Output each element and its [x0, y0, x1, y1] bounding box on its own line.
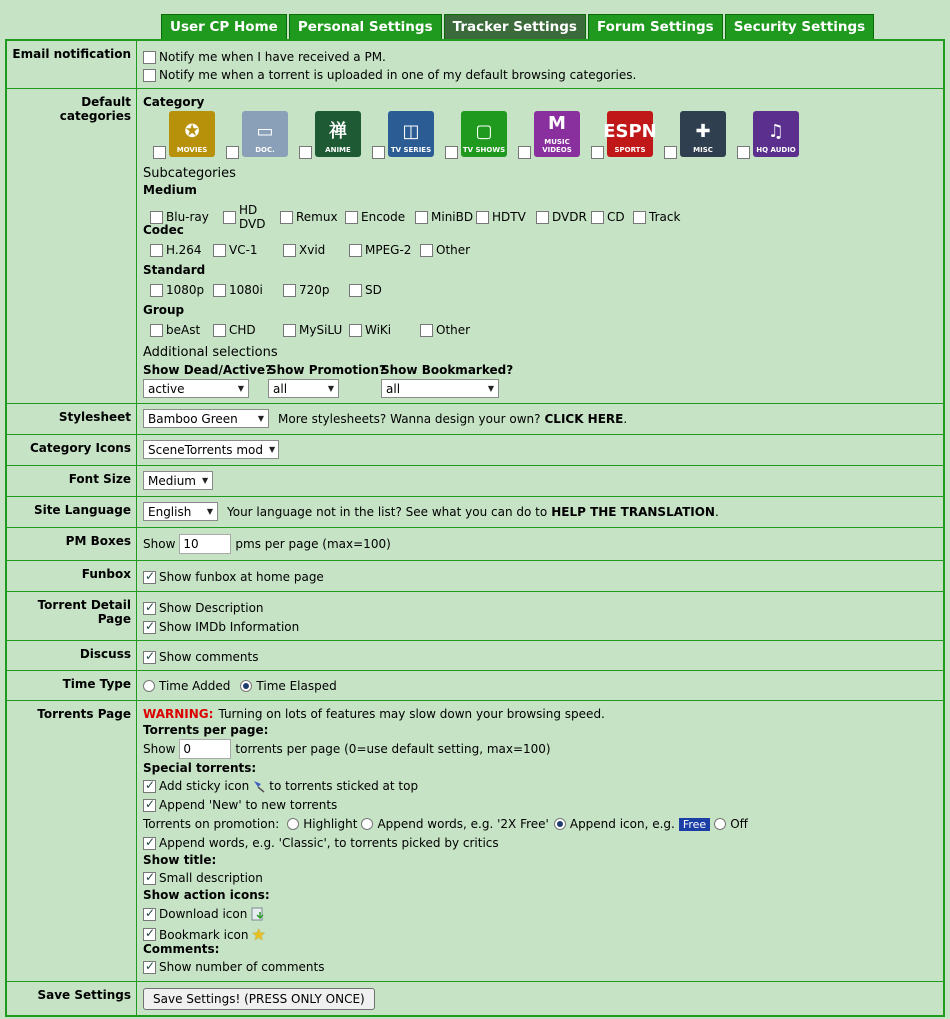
category-item[interactable]: [508, 111, 581, 159]
tab-tracker-settings[interactable]: Tracker Settings: [444, 14, 586, 39]
subcategory-label: Xvid: [299, 243, 326, 257]
row-font-size: [7, 466, 943, 497]
category-checkbox[interactable]: [664, 146, 677, 159]
category-item[interactable]: [581, 111, 657, 159]
show-imdb-checkbox[interactable]: [143, 621, 156, 634]
dead-active-value: active: [148, 381, 185, 396]
codec-heading: Codec: [143, 223, 184, 237]
time-added-radio[interactable]: [143, 680, 155, 692]
special-torrents-heading: Special torrents:: [143, 761, 257, 775]
category-symbol-icon: ✪: [184, 121, 200, 142]
new-text: Append 'New' to new torrents: [159, 798, 338, 812]
promotion-value: all: [273, 381, 288, 396]
group-heading: Group: [143, 303, 185, 317]
tab-personal-settings[interactable]: Personal Settings: [289, 14, 442, 39]
new-option[interactable]: [143, 798, 337, 812]
stylesheet-value: Bamboo Green: [148, 411, 238, 426]
subcategory-checkbox[interactable]: [223, 211, 236, 224]
subcategory-checkbox[interactable]: [283, 284, 296, 297]
warning-label: WARNING:: [143, 707, 214, 721]
subcategory-checkbox[interactable]: [150, 244, 163, 257]
category-name: HQ AUDIO: [756, 146, 796, 154]
font-size-select[interactable]: [143, 471, 213, 490]
sticky-post-text: to torrents sticked at top: [269, 779, 419, 793]
subcategory-checkbox[interactable]: [476, 211, 489, 224]
pin-icon: [251, 779, 267, 793]
download-icon-checkbox[interactable]: [143, 908, 156, 921]
site-language-label: Site Language: [7, 497, 137, 527]
bookmark-icon-text: Bookmark icon: [159, 927, 249, 942]
font-size-value: Medium: [148, 473, 196, 488]
font-size-label: Font Size: [7, 466, 137, 496]
small-description-option[interactable]: [143, 871, 263, 885]
promo-off-radio[interactable]: [714, 818, 726, 830]
row-funbox: [7, 561, 943, 592]
subcategory-option[interactable]: [536, 203, 591, 231]
category-name: SPORTS: [614, 146, 646, 154]
subcategory-option[interactable]: [420, 243, 480, 257]
row-time-type: [7, 671, 943, 701]
row-default-categories: [7, 89, 943, 404]
category-name: MOVIES: [176, 146, 208, 154]
category-item[interactable]: [289, 111, 362, 159]
email-pm-option[interactable]: [143, 50, 386, 64]
dead-active-label: Show Dead/Active?: [143, 363, 273, 377]
subcategory-option[interactable]: [420, 323, 480, 337]
promotion-label: Show Promotion?: [268, 363, 386, 377]
category-name: MUSIC VIDEOS: [542, 138, 572, 154]
promo-off-text: Off: [730, 817, 748, 831]
category-item[interactable]: [216, 111, 289, 159]
subcategory-label: HD DVD: [239, 203, 266, 231]
show-description-checkbox[interactable]: [143, 602, 156, 615]
category-symbol-icon: ESPN: [603, 121, 657, 142]
stylesheet-select[interactable]: [143, 409, 269, 428]
translation-link[interactable]: HELP THE TRANSLATION: [551, 504, 715, 519]
category-name: TV SERIES: [390, 146, 432, 154]
save-settings-button[interactable]: Save Settings! (PRESS ONLY ONCE): [143, 988, 375, 1010]
category-name: DOC.: [255, 146, 275, 154]
stylesheet-period: .: [623, 411, 628, 426]
subcategory-option[interactable]: [415, 203, 476, 231]
category-name: MISC: [693, 146, 713, 154]
standard-heading: Standard: [143, 263, 206, 277]
subcategory-option[interactable]: [213, 243, 283, 257]
comments-count-option[interactable]: [143, 960, 325, 974]
category-icons-select[interactable]: [143, 440, 279, 459]
category-checkbox[interactable]: [372, 146, 385, 159]
category-checkbox[interactable]: [299, 146, 312, 159]
subcategory-checkbox[interactable]: [591, 211, 604, 224]
promo-icon-text: Append icon, e.g.: [569, 817, 675, 831]
subcategory-option[interactable]: [213, 323, 283, 337]
funbox-label: Funbox: [7, 561, 137, 591]
show-comments-text: Show comments: [159, 650, 259, 664]
subcategory-option[interactable]: [476, 203, 536, 231]
comments-heading: Comments:: [143, 942, 220, 956]
time-added-text: Time Added: [159, 679, 231, 693]
comments-count-text: Show number of comments: [159, 960, 325, 974]
subcategory-label: DVDR: [552, 210, 587, 224]
row-stylesheet: [7, 404, 943, 435]
stylesheet-link[interactable]: CLICK HERE: [544, 411, 624, 426]
sticky-pre-text: Add sticky icon: [159, 779, 250, 793]
pm-boxes-label: PM Boxes: [7, 528, 137, 560]
subcategories-heading: Subcategories: [143, 166, 236, 181]
sticky-option[interactable]: [143, 779, 418, 793]
stylesheet-text: More stylesheets? Wanna design your own?: [278, 411, 541, 426]
funbox-text: Show funbox at home page: [159, 570, 324, 584]
category-name: ANIME: [325, 146, 351, 154]
torrents-show-text: Show: [143, 742, 176, 756]
subcategory-checkbox[interactable]: [415, 211, 428, 224]
download-icon-text: Download icon: [159, 907, 248, 921]
category-symbol-icon: ▢: [475, 121, 493, 142]
show-imdb-option[interactable]: [143, 620, 299, 634]
subcategory-label: MPEG-2: [365, 243, 412, 257]
category-symbol-icon: ◫: [402, 121, 420, 142]
star-icon: ★: [251, 925, 266, 944]
category-item[interactable]: [143, 111, 216, 159]
subcategory-label: Track: [649, 210, 681, 224]
chevron-down-icon: ▼: [269, 445, 276, 454]
category-icon[interactable]: [603, 111, 657, 157]
subcategory-label: CD: [607, 210, 625, 224]
subcategory-label: H.264: [166, 243, 202, 257]
subcategory-label: Other: [436, 243, 471, 257]
subcategory-checkbox[interactable]: [349, 284, 362, 297]
promo-highlight-text: Highlight: [303, 817, 358, 831]
subcategory-label: MiniBD: [431, 210, 474, 224]
save-settings-label: Save Settings: [7, 982, 137, 1015]
category-checkbox[interactable]: [226, 146, 239, 159]
email-pm-text: Notify me when I have received a PM.: [159, 50, 386, 64]
bookmarked-select[interactable]: [381, 379, 499, 398]
subcategory-checkbox[interactable]: [349, 324, 362, 337]
subcategory-option[interactable]: [349, 323, 420, 337]
promo-words-radio[interactable]: [361, 818, 373, 830]
bookmarked-value: all: [386, 381, 401, 396]
subcategory-option[interactable]: [150, 323, 213, 337]
new-checkbox[interactable]: [143, 799, 156, 812]
row-category-icons: [7, 435, 943, 466]
subcategory-option[interactable]: [283, 323, 349, 337]
translation-period: .: [714, 504, 719, 519]
row-pm-boxes: [7, 528, 943, 561]
discuss-label: Discuss: [7, 641, 137, 670]
category-item[interactable]: [435, 111, 508, 159]
subcategory-label: HDTV: [492, 210, 526, 224]
pm-per-page-input[interactable]: 10: [179, 534, 231, 554]
pm-per-page-text: pms per page (max=100): [235, 537, 391, 551]
row-save-settings: [7, 982, 943, 1015]
category-icon[interactable]: [315, 111, 361, 157]
comments-count-checkbox[interactable]: [143, 961, 156, 974]
category-icons-row: [143, 111, 800, 159]
site-language-text: Your language not in the list? See what you can do to: [227, 504, 548, 519]
category-icon[interactable]: [461, 111, 507, 157]
subcategory-label: Other: [436, 323, 471, 337]
funbox-option[interactable]: [143, 570, 324, 584]
category-item[interactable]: [654, 111, 727, 159]
torrent-detail-label: Torrent Detail Page: [7, 592, 137, 640]
email-torrent-text: Notify me when a torrent is uploaded in one of my default browsing categories.: [159, 68, 637, 82]
classic-option[interactable]: [143, 836, 499, 850]
subcategory-label: 1080p: [166, 283, 205, 297]
sticky-checkbox[interactable]: [143, 780, 156, 793]
small-description-text: Small description: [159, 871, 263, 885]
subcategory-checkbox[interactable]: [150, 211, 163, 224]
subcategory-checkbox[interactable]: [150, 324, 163, 337]
codec-options: [150, 243, 480, 257]
time-elapsed-radio[interactable]: [240, 680, 252, 692]
subcategory-option[interactable]: [345, 203, 415, 231]
medium-options: [150, 203, 683, 231]
subcategory-option[interactable]: [213, 283, 283, 297]
medium-heading: Medium: [143, 183, 197, 197]
small-description-checkbox[interactable]: [143, 872, 156, 885]
category-symbol-icon: ♫: [767, 121, 785, 142]
subcategory-option[interactable]: [349, 243, 420, 257]
default-categories-label: Default categories: [7, 89, 137, 403]
bookmarked-label: Show Bookmarked?: [381, 363, 514, 377]
subcategory-checkbox[interactable]: [213, 284, 226, 297]
subcategory-option[interactable]: [633, 203, 683, 231]
subcategory-label: CHD: [229, 323, 256, 337]
promo-words-text: Append words, e.g. '2X Free': [377, 817, 549, 831]
settings-table: [5, 39, 945, 1017]
category-checkbox[interactable]: [591, 146, 604, 159]
subcategory-checkbox[interactable]: [633, 211, 646, 224]
show-description-text: Show Description: [159, 601, 264, 615]
show-comments-option[interactable]: [143, 650, 258, 664]
subcategory-checkbox[interactable]: [420, 244, 433, 257]
category-icon[interactable]: [680, 111, 726, 157]
subcategory-option[interactable]: [150, 243, 213, 257]
chevron-down-icon: ▼: [257, 414, 264, 423]
show-imdb-text: Show IMDb Information: [159, 620, 300, 634]
time-elapsed-text: Time Elasped: [256, 679, 337, 693]
category-symbol-icon: ▭: [256, 121, 274, 142]
row-discuss: [7, 641, 943, 671]
subcategory-label: Blu-ray: [166, 210, 209, 224]
category-icon[interactable]: [534, 111, 580, 157]
category-symbol-icon: 禅: [329, 121, 347, 142]
site-language-select[interactable]: [143, 502, 218, 521]
category-symbol-icon: M: [548, 113, 566, 134]
promotion-select[interactable]: [268, 379, 339, 398]
action-icons-heading: Show action icons:: [143, 888, 270, 902]
site-language-value: English: [148, 504, 192, 519]
chevron-down-icon: ▼: [206, 507, 213, 516]
subcategory-label: MySiLU: [299, 323, 343, 337]
subcategory-option[interactable]: [280, 203, 345, 231]
subcategory-checkbox[interactable]: [536, 211, 549, 224]
category-icon[interactable]: [388, 111, 434, 157]
category-symbol-icon: ✚: [695, 121, 711, 142]
promo-icon-radio[interactable]: [554, 818, 566, 830]
category-icon[interactable]: [753, 111, 799, 157]
torrents-page-label: Torrents Page: [7, 701, 137, 981]
subcategory-checkbox[interactable]: [150, 284, 163, 297]
tab-user-cp-home[interactable]: User CP Home: [161, 14, 287, 39]
stylesheet-label: Stylesheet: [7, 404, 137, 434]
pm-show-text: Show: [143, 537, 176, 551]
category-item[interactable]: [727, 111, 800, 159]
warning-text: Turning on lots of features may slow down your browsing speed.: [218, 707, 605, 721]
dead-active-select[interactable]: [143, 379, 249, 398]
subcategory-option[interactable]: [223, 203, 280, 231]
subcategory-checkbox[interactable]: [420, 324, 433, 337]
show-comments-checkbox[interactable]: [143, 651, 156, 664]
category-checkbox[interactable]: [445, 146, 458, 159]
subcategory-label: Encode: [361, 210, 406, 224]
subcategory-checkbox[interactable]: [213, 244, 226, 257]
category-checkbox[interactable]: [737, 146, 750, 159]
subcategory-label: beAst: [166, 323, 201, 337]
tab-security-settings[interactable]: Security Settings: [725, 14, 874, 39]
torrents-per-page-text: torrents per page (0=use default setting, max=100): [235, 742, 551, 756]
category-checkbox[interactable]: [518, 146, 531, 159]
subcategory-label: 1080i: [229, 283, 263, 297]
show-description-option[interactable]: [143, 601, 264, 615]
classic-text: Append words, e.g. 'Classic', to torrents picked by critics: [159, 836, 499, 850]
tab-bar: [161, 14, 874, 39]
subcategory-checkbox[interactable]: [283, 324, 296, 337]
subcategory-label: SD: [365, 283, 382, 297]
subcategory-checkbox[interactable]: [283, 244, 296, 257]
category-icon[interactable]: [242, 111, 288, 157]
subcategory-option[interactable]: [591, 203, 633, 231]
promo-highlight-radio[interactable]: [287, 818, 299, 830]
subcategory-label: 720p: [299, 283, 330, 297]
tab-forum-settings[interactable]: Forum Settings: [588, 14, 723, 39]
chevron-down-icon: ▼: [327, 384, 334, 393]
classic-checkbox[interactable]: [143, 837, 156, 850]
chevron-down-icon: ▼: [237, 384, 244, 393]
subcategory-checkbox[interactable]: [280, 211, 293, 224]
subcategory-checkbox[interactable]: [349, 244, 362, 257]
group-options: [150, 323, 480, 337]
subcategory-label: WiKi: [365, 323, 392, 337]
free-badge: Free: [679, 818, 710, 831]
row-email-notification: [7, 41, 943, 89]
email-torrent-checkbox[interactable]: [143, 69, 156, 82]
row-torrents-page: [7, 701, 943, 982]
email-pm-checkbox[interactable]: [143, 51, 156, 64]
subcategory-option[interactable]: [283, 283, 349, 297]
download-icon: [250, 906, 266, 922]
additional-heading: Additional selections: [143, 345, 278, 360]
row-torrent-detail: [7, 592, 943, 641]
torrents-per-page-heading: Torrents per page:: [143, 723, 269, 737]
torrents-per-page-input[interactable]: 0: [179, 739, 231, 759]
subcategory-label: Remux: [296, 210, 338, 224]
download-icon-option[interactable]: [143, 906, 266, 922]
promotion-options-label: Torrents on promotion:: [143, 817, 280, 831]
category-icons-label: Category Icons: [7, 435, 137, 465]
time-type-label: Time Type: [7, 671, 137, 700]
category-heading: Category: [143, 95, 205, 109]
email-torrent-option[interactable]: [143, 68, 636, 82]
category-checkbox[interactable]: [153, 146, 166, 159]
subcategory-option[interactable]: [283, 243, 349, 257]
email-notification-label: Email notification: [7, 41, 137, 88]
show-title-heading: Show title:: [143, 853, 217, 867]
chevron-down-icon: ▼: [487, 384, 494, 393]
category-icons-value: SceneTorrents mod: [148, 442, 264, 457]
category-item[interactable]: [362, 111, 435, 159]
subcategory-option[interactable]: [349, 283, 409, 297]
subcategory-label: VC-1: [229, 243, 258, 257]
standard-options: [150, 283, 409, 297]
subcategory-checkbox[interactable]: [345, 211, 358, 224]
category-icon[interactable]: [169, 111, 215, 157]
subcategory-checkbox[interactable]: [213, 324, 226, 337]
category-name: TV SHOWS: [462, 146, 506, 154]
row-site-language: [7, 497, 943, 528]
funbox-checkbox[interactable]: [143, 571, 156, 584]
subcategory-option[interactable]: [150, 283, 213, 297]
chevron-down-icon: ▼: [201, 476, 209, 485]
bookmark-icon-checkbox[interactable]: [143, 928, 156, 941]
